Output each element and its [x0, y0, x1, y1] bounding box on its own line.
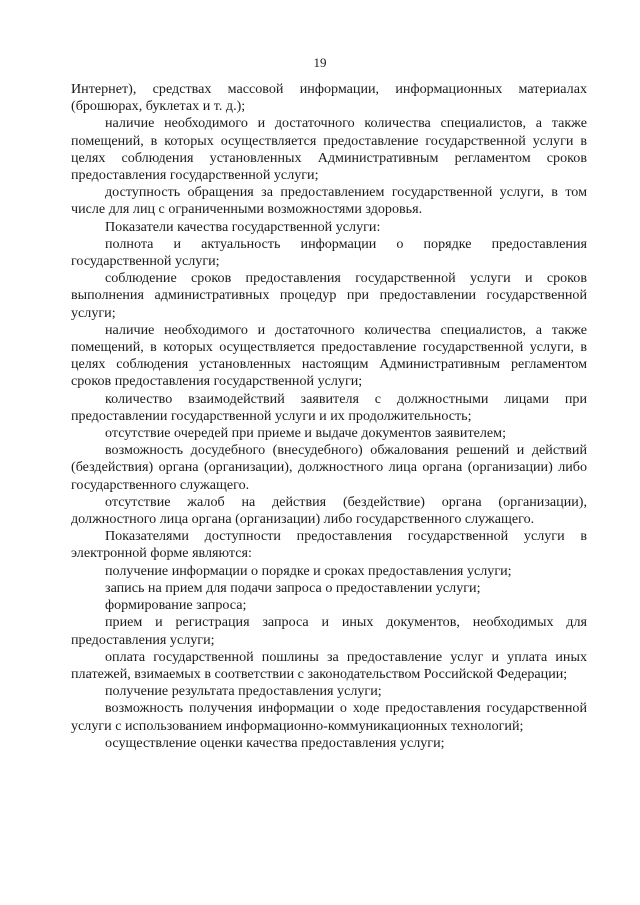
paragraph: отсутствие очередей при приеме и выдаче документов заявителем;: [105, 425, 507, 442]
paragraph: количество взаимодействий заявителя с должностными лицами при предоставлении государственной услуги и их продолжительность;: [71, 390, 587, 424]
paragraph: доступность обращения за предоставлением государственной услуги, в том числе для лиц с ограниченными возможностями здоровья.: [71, 184, 587, 218]
paragraph: осуществление оценки качества предоставления услуги;: [105, 734, 445, 751]
paragraph: наличие необходимого и достаточного количества специалистов, а также помещений, в которых осуществляется предоставление государственной услуги, в целях соблюдения установленных настоящим Административным регламентом сроков предоставления государственной услуги;: [71, 321, 587, 390]
paragraph: полнота и актуальность информации о порядке предоставления государственной услуги;: [71, 235, 587, 270]
paragraph: соблюдение сроков предоставления государственной услуги и сроков выполнения административных процедур при предоставлении государственной услуги;: [71, 270, 587, 321]
paragraph: формирование запроса;: [105, 597, 247, 614]
paragraph: Показателями доступности предоставления государственной услуги в электронной форме являются:: [71, 528, 587, 562]
paragraph: прием и регистрация запроса и иных документов, необходимых для предоставления услуги;: [71, 614, 587, 648]
paragraph: возможность получения информации о ходе предоставления государственной услуги с использованием информационно-коммуникационных технологий;: [71, 700, 587, 734]
paragraph: оплата государственной пошлины за предоставление услуг и уплата иных платежей, взимаемых в соответствии с законодательством Российской Федерации;: [71, 648, 587, 682]
paragraph: отсутствие жалоб на действия (бездействие) органа (организации), должностного лица органа (организации) либо государственного служащего.: [71, 493, 587, 528]
paragraph: наличие необходимого и достаточного количества специалистов, а также помещений, в которых осуществляется предоставление государственной услуги в целях соблюдения установленных Административным регламентом сроков предоставления государственной услуги;: [71, 115, 587, 184]
page-number: 19: [313, 55, 327, 70]
paragraph: возможность досудебного (внесудебного) обжалования решений и действий (бездействия) органа (организации), должностного лица органа (организации) либо государственного служащего.: [71, 442, 587, 493]
document-body: [71, 81, 587, 752]
paragraph: Показатели качества государственной услуги:: [105, 218, 381, 235]
paragraph: получение информации о порядке и сроках предоставления услуги;: [105, 562, 512, 579]
paragraph: запись на прием для подачи запроса о предоставлении услуги;: [105, 579, 481, 596]
paragraph: получение результата предоставления услуги;: [105, 683, 382, 700]
paragraph: Интернет), средствах массовой информации, информационных материалах (брошюрах, буклетах и т. д.);: [71, 81, 587, 115]
